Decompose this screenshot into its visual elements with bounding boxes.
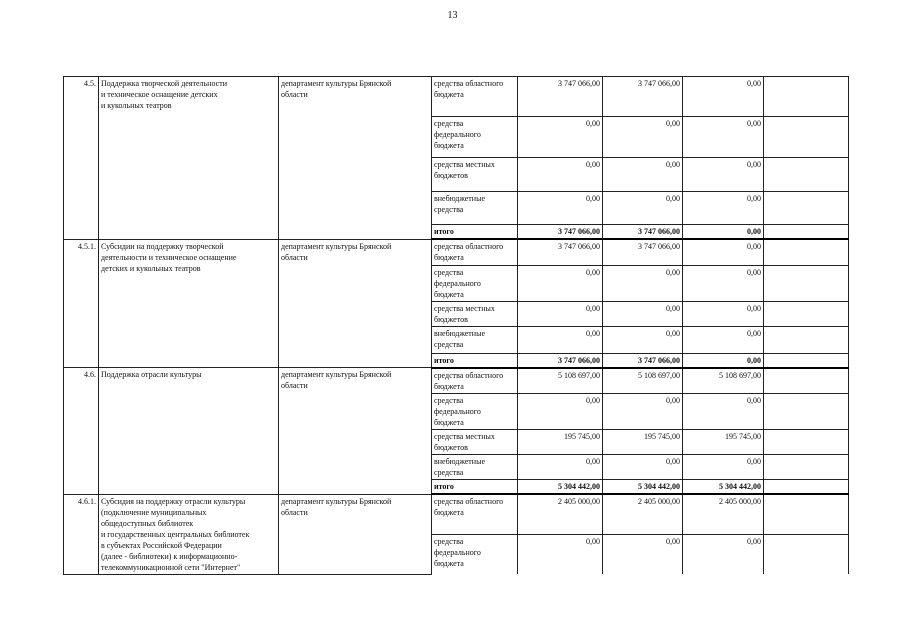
amount-year-2: 5 108 697,00	[683, 368, 764, 394]
item-name: Субсидия на поддержку отрасли культуры (подключение муниципальных общедоступных библиотек и государственных центральных библиотек в субъектах Российской Федерации (далее - библиотеки) к информационно- телекоммуникационной сети "Интернет"	[99, 494, 279, 574]
amount-total: 0,00	[518, 535, 603, 574]
item-code: 4.6.	[64, 368, 99, 495]
funding-source: средства местных бюджетов	[432, 158, 518, 192]
amount-total: 0,00	[518, 394, 603, 430]
amount-year-3	[764, 535, 849, 574]
amount-year-2: 0,00	[683, 455, 764, 480]
funding-source: внебюджетные средства	[432, 192, 518, 225]
amount-year-3	[764, 368, 849, 394]
amount-year-1: 0,00	[603, 394, 683, 430]
amount-total: 3 747 066,00	[518, 353, 603, 368]
funding-source: итого	[432, 480, 518, 495]
amount-year-3	[764, 77, 849, 117]
table-row	[64, 239, 849, 265]
amount-year-3	[764, 353, 849, 368]
amount-year-1: 3 747 066,00	[603, 225, 683, 240]
amount-year-3	[764, 430, 849, 455]
item-code: 4.5.1.	[64, 239, 99, 368]
amount-year-2: 0,00	[683, 117, 764, 158]
amount-year-2: 0,00	[683, 158, 764, 192]
amount-total: 3 747 066,00	[518, 239, 603, 265]
item-executor: департамент культуры Брянской области	[279, 77, 432, 240]
amount-year-1: 0,00	[603, 158, 683, 192]
funding-source: внебюджетные средства	[432, 455, 518, 480]
amount-year-2: 5 304 442,00	[683, 480, 764, 495]
amount-year-3	[764, 265, 849, 301]
funding-source: средства областного бюджета	[432, 239, 518, 265]
funding-source: средства местных бюджетов	[432, 301, 518, 326]
page-number: 13	[447, 10, 458, 21]
amount-total: 0,00	[518, 326, 603, 353]
amount-total: 0,00	[518, 455, 603, 480]
amount-year-3	[764, 239, 849, 265]
amount-year-2: 0,00	[683, 239, 764, 265]
amount-year-1: 0,00	[603, 265, 683, 301]
item-name: Поддержка отрасли культуры	[99, 368, 279, 495]
amount-year-3	[764, 480, 849, 495]
amount-year-1: 2 405 000,00	[603, 494, 683, 535]
funding-source: итого	[432, 225, 518, 240]
item-executor: департамент культуры Брянской области	[279, 494, 432, 574]
amount-year-2: 0,00	[683, 326, 764, 353]
table-row	[64, 368, 849, 394]
budget-table	[63, 76, 849, 575]
amount-year-2: 195 745,00	[683, 430, 764, 455]
item-executor: департамент культуры Брянской области	[279, 239, 432, 368]
amount-year-2: 0,00	[683, 77, 764, 117]
amount-year-2: 0,00	[683, 301, 764, 326]
amount-total: 195 745,00	[518, 430, 603, 455]
amount-year-3	[764, 326, 849, 353]
amount-year-2: 2 405 000,00	[683, 494, 764, 535]
item-name: Субсидии на поддержку творческой деятельности и техническое оснащение детских и кукольных театров	[99, 239, 279, 368]
table-row	[64, 494, 849, 535]
amount-year-1: 0,00	[603, 455, 683, 480]
amount-year-3	[764, 158, 849, 192]
amount-year-1: 3 747 066,00	[603, 77, 683, 117]
amount-year-2: 0,00	[683, 265, 764, 301]
amount-total: 0,00	[518, 158, 603, 192]
funding-source: средства областного бюджета	[432, 368, 518, 394]
funding-source: средства федерального бюджета	[432, 394, 518, 430]
amount-total: 0,00	[518, 265, 603, 301]
amount-year-3	[764, 394, 849, 430]
amount-year-1: 5 304 442,00	[603, 480, 683, 495]
amount-total: 3 747 066,00	[518, 225, 603, 240]
funding-source: внебюджетные средства	[432, 326, 518, 353]
amount-total: 0,00	[518, 117, 603, 158]
funding-source: средства федерального бюджета	[432, 265, 518, 301]
amount-year-1: 0,00	[603, 117, 683, 158]
funding-source: средства областного бюджета	[432, 77, 518, 117]
amount-year-1: 195 745,00	[603, 430, 683, 455]
funding-source: средства областного бюджета	[432, 494, 518, 535]
amount-year-2: 0,00	[683, 353, 764, 368]
amount-total: 3 747 066,00	[518, 77, 603, 117]
item-code: 4.5.	[64, 77, 99, 240]
amount-year-3	[764, 225, 849, 240]
funding-source: средства федерального бюджета	[432, 535, 518, 574]
amount-year-1: 0,00	[603, 326, 683, 353]
funding-source: средства федерального бюджета	[432, 117, 518, 158]
amount-total: 0,00	[518, 192, 603, 225]
amount-year-1: 5 108 697,00	[603, 368, 683, 394]
item-code: 4.6.1.	[64, 494, 99, 574]
funding-source: итого	[432, 353, 518, 368]
amount-year-3	[764, 192, 849, 225]
amount-year-1: 0,00	[603, 192, 683, 225]
amount-year-1: 0,00	[603, 301, 683, 326]
amount-year-2: 0,00	[683, 535, 764, 574]
amount-year-3	[764, 117, 849, 158]
amount-year-2: 0,00	[683, 394, 764, 430]
amount-total: 5 304 442,00	[518, 480, 603, 495]
amount-year-3	[764, 455, 849, 480]
amount-year-1: 3 747 066,00	[603, 353, 683, 368]
item-name: Поддержка творческой деятельности и техническое оснащение детских и кукольных театров	[99, 77, 279, 240]
table-row	[64, 77, 849, 117]
amount-year-1: 0,00	[603, 535, 683, 574]
amount-year-3	[764, 301, 849, 326]
amount-total: 2 405 000,00	[518, 494, 603, 535]
amount-total: 0,00	[518, 301, 603, 326]
amount-year-1: 3 747 066,00	[603, 239, 683, 265]
amount-year-3	[764, 494, 849, 535]
amount-total: 5 108 697,00	[518, 368, 603, 394]
amount-year-2: 0,00	[683, 192, 764, 225]
funding-source: средства местных бюджетов	[432, 430, 518, 455]
item-executor: департамент культуры Брянской области	[279, 368, 432, 495]
amount-year-2: 0,00	[683, 225, 764, 240]
